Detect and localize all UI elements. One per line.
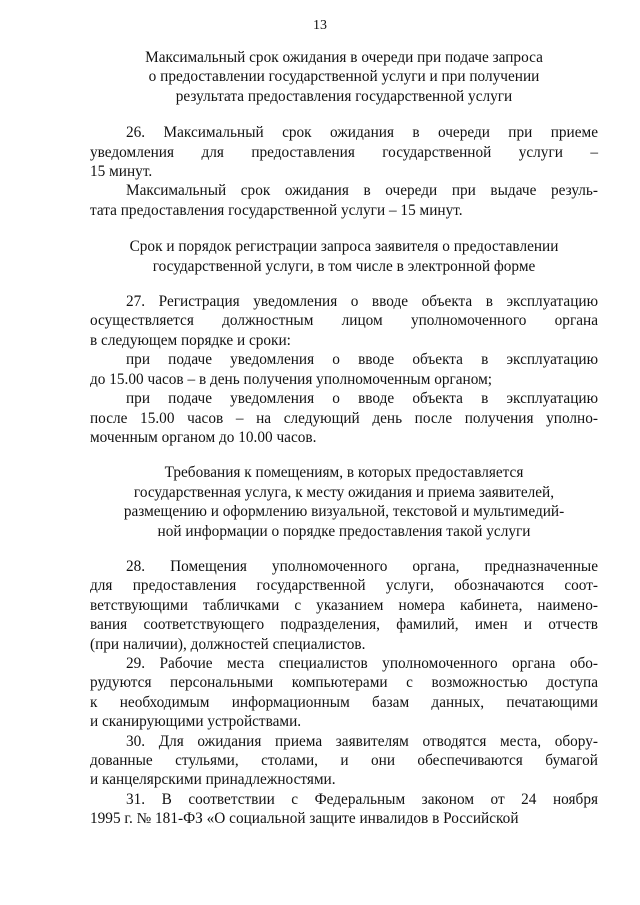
paragraph [90,123,598,181]
paragraph-line: Максимальный срок ожидания в очереди при выдаче резуль- [126,182,598,200]
paragraph-line: при подаче уведомления о вводе объекта в эксплуатацию [126,390,598,408]
paragraph-line: 29. Рабочие места специалистов уполномоченного органа обо- [126,654,598,672]
paragraph-line: 27. Регистрация уведомления о вводе объекта в эксплуатацию [126,293,598,311]
paragraph-line: и канцелярскими принадлежностями. [90,771,336,789]
section-heading [90,48,598,106]
paragraph-line: до 15.00 часов – в день получения уполномоченным органом; [90,370,493,388]
heading-line: государственная услуга, к месту ожидания и приема заявителей, [133,483,555,501]
paragraph [90,732,598,790]
paragraph-line: уведомления для предоставления государственной услуги – [90,143,598,161]
paragraph-line: 31. В соответствии с Федеральным законом от 24 ноября [126,790,598,808]
paragraph [90,181,598,220]
page-number: 13 [313,18,327,33]
document-body [90,48,598,829]
paragraph-line: 1995 г. № 181-ФЗ «О социальной защите инвалидов в Российской [90,810,519,828]
paragraph-line: ветствующими табличками с указанием номера кабинета, наимено- [90,596,598,614]
paragraph-line: 30. Для ожидания приема заявителям отводятся места, обору- [126,732,598,750]
heading-line: о предоставлении государственной услуги и при получении [148,68,540,86]
paragraph-line: рудуются персональными компьютерами с возможностью доступа [90,674,598,692]
paragraph [90,389,598,447]
paragraph-line: к необходимым информационным базам данных, печатающими [90,693,598,711]
paragraph-line: для предоставления государственной услуги, обозначаются соот- [90,577,598,595]
paragraph-line: тата предоставления государственной услуги – 15 минут. [90,201,463,219]
paragraph-line: 26. Максимальный срок ожидания в очереди при приеме [126,124,598,142]
heading-line: Срок и порядок регистрации запроса заявителя о предоставлении [129,238,559,256]
paragraph-line: при подаче уведомления о вводе объекта в эксплуатацию [126,351,598,369]
paragraph [90,292,598,350]
paragraph-line: осуществляется должностным лицом уполномоченного органа [90,312,598,330]
paragraph-line: после 15.00 часов – на следующий день после получения уполно- [90,409,598,427]
heading-line: ной информации о порядке предоставления такой услуги [157,522,531,540]
paragraph-line: моченным органом до 10.00 часов. [90,428,317,446]
section-heading [90,463,598,541]
paragraph-line: вания соответствующего подразделения, фамилий, имен и отчеств [90,616,598,634]
paragraph [90,790,598,829]
paragraph [90,557,598,654]
heading-line: результата предоставления государственной услуги [175,87,513,105]
paragraph-line: 15 минут. [90,163,153,181]
heading-line: государственной услуги, в том числе в электронной форме [152,257,536,275]
paragraph-line: дованные стульями, столами, и они обеспечиваются бумагой [90,752,598,769]
paragraph [90,350,598,389]
paragraph-line: (при наличии), должностей специалистов. [90,635,366,653]
heading-line: Требования к помещениям, в которых предоставляется [164,464,524,482]
paragraph-line: и сканирующими устройствами. [90,713,302,731]
section-heading [90,237,598,276]
paragraph-line: 28. Помещения уполномоченного органа, предназначенные [126,557,598,575]
heading-line: Максимальный срок ожидания в очереди при подаче запроса [145,49,543,66]
paragraph-line: в следующем порядке и сроки: [90,331,291,349]
paragraph [90,654,598,732]
heading-line: размещению и оформлению визуальной, текстовой и мультимедий- [123,503,565,521]
